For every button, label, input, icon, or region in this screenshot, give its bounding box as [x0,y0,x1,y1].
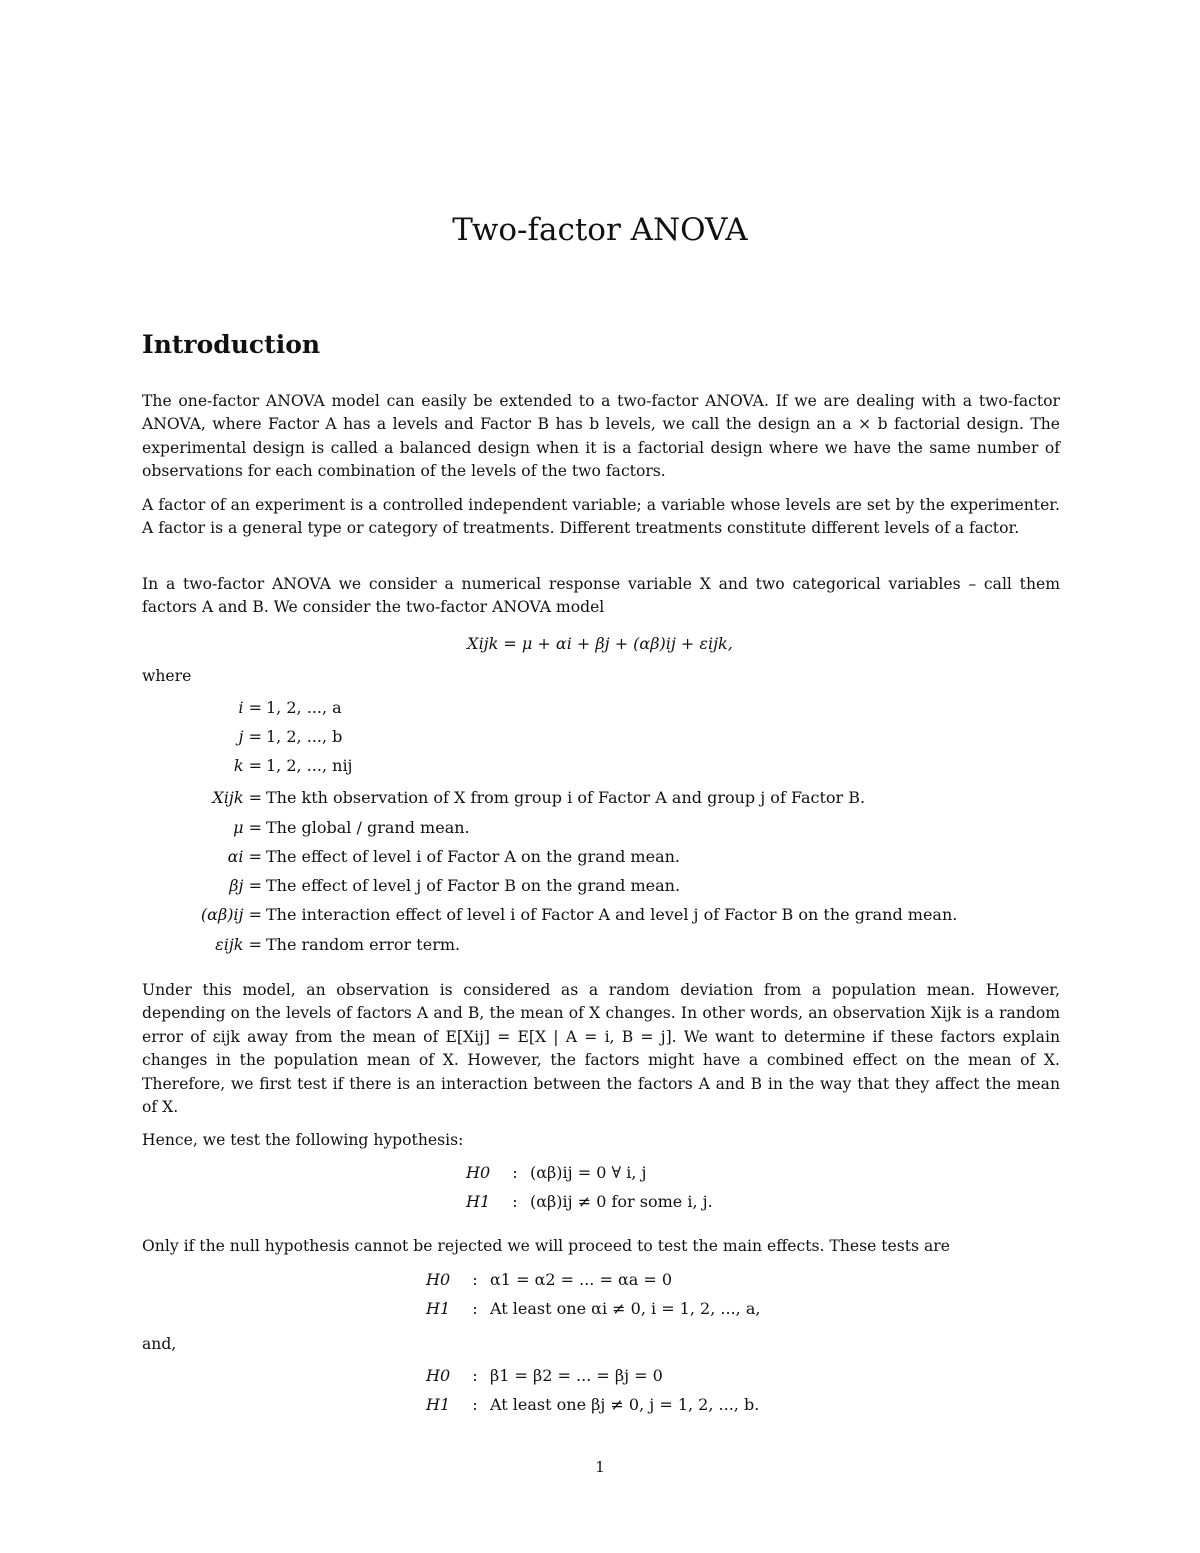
where-label: where [142,667,192,685]
definition-symbol: j = [238,727,262,746]
paragraph-factor-definition: A factor of an experiment is a controlled independent variable; a variable whose levels are set by the experimenter. A factor is a general type or category of treatments. Different treatments constitute different levels of a factor. [142,496,1060,538]
page-number: 1 [595,1458,605,1476]
definition-text: The effect of level j of Factor B on the grand mean. [266,876,681,895]
definition-text: The random error term. [266,935,461,954]
hypothesis-factor-b-null: H0 : β1 = β2 = ... = βj = 0 [426,1366,663,1385]
definition-symbol: εijk = [215,935,262,954]
definition-symbol: αi = [227,847,262,866]
paragraph-main-effects: Only if the null hypothesis cannot be rejected we will proceed to test the main effects. These tests are [142,1237,950,1255]
definition-text: The global / grand mean. [266,818,470,837]
hypothesis-factor-b-alt: H1 : At least one βj ≠ 0, j = 1, 2, ..., b. [426,1395,760,1414]
section-heading: Introduction [142,330,321,359]
paragraph-intro: The one-factor ANOVA model can easily be extended to a two-factor ANOVA. If we are dealing with a two-factor ANOVA, where Factor A has a levels and Factor B has b levels, we call the design an a × b factorial design. The experimental design is called a balanced design when it is a factorial design where we have the same number of observations for each combination of the levels of the two factors. [142,392,1060,481]
definition-text: The interaction effect of level i of Factor A and level j of Factor B on the grand mean. [266,905,958,924]
definition-text: 1, 2, ..., a [266,698,342,717]
hypothesis-interaction-alt: H1 : (αβ)ij ≠ 0 for some i, j. [466,1192,713,1211]
definition-text: The effect of level i of Factor A on the grand mean. [266,847,680,866]
hypothesis-factor-a-alt: H1 : At least one αi ≠ 0, i = 1, 2, ..., a, [426,1299,761,1318]
definition-symbol: i = [238,698,262,717]
paragraph-model-explanation: Under this model, an observation is considered as a random deviation from a population mean. However, depending on the levels of factors A and B, the mean of X changes. In other words, an observation Xijk is a random error of εijk away from the mean of E[Xij] = E[X | A = i, B = j]. We want to determine if these factors explain changes in the population mean of X. However, the factors might have a combined effect on the mean of X. Therefore, we first test if there is an interaction between the factors A and B in the way that they affect the mean of X. [142,981,1060,1117]
hypothesis-interaction-null: H0 : (αβ)ij = 0 ∀ i, j [466,1163,647,1182]
definition-symbol: Xijk = [212,788,262,807]
definition-text: The kth observation of X from group i of Factor A and group j of Factor B. [266,788,866,807]
definition-symbol: μ = [233,818,262,837]
hypothesis-factor-a-null: H0 : α1 = α2 = ... = αa = 0 [426,1270,673,1289]
and-label: and, [142,1335,177,1353]
definition-text: 1, 2, ..., b [266,727,343,746]
document-title: Two-factor ANOVA [452,212,748,248]
model-equation: Xijk = μ + αi + βj + (αβ)ij + εijk, [467,634,733,653]
definition-symbol: (αβ)ij = [200,905,262,924]
paragraph-model-intro: In a two-factor ANOVA we consider a numerical response variable X and two categorical variables – call them factors A and B. We consider the two-factor ANOVA model [142,575,1060,617]
paragraph-hypothesis-intro: Hence, we test the following hypothesis: [142,1131,464,1149]
definition-symbol: βj = [229,876,262,895]
definition-text: 1, 2, ..., nij [266,756,353,775]
definition-symbol: k = [233,756,262,775]
